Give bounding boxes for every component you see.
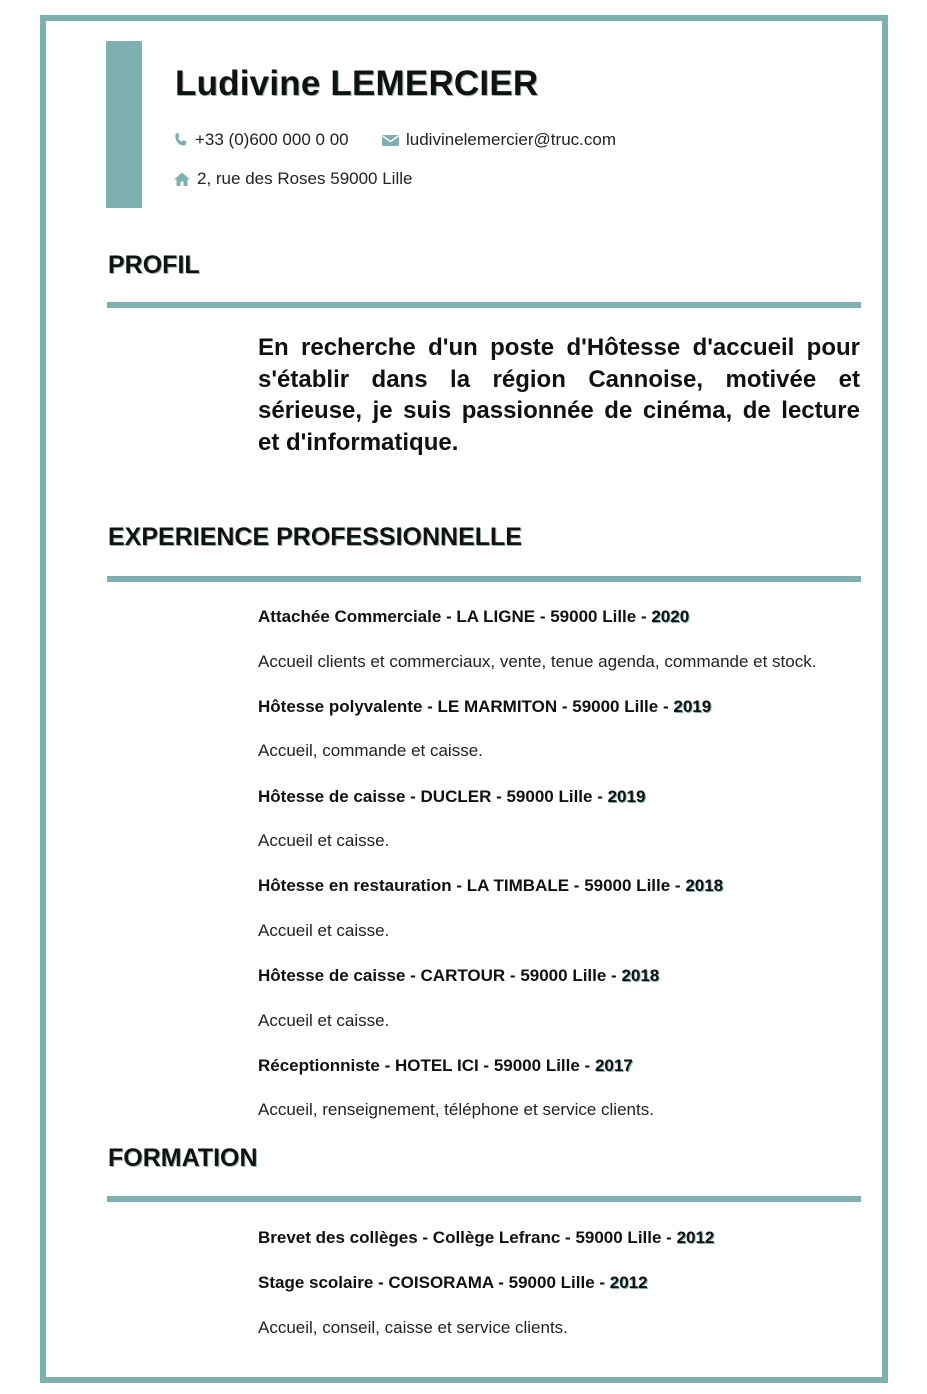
experience-item-year: 2019 xyxy=(607,787,646,806)
education-item-title: Brevet des collèges - Collège Lefranc - 59000 Lille - 2012 xyxy=(258,1228,715,1247)
experience-item-description: Accueil, commande et caisse. xyxy=(258,741,483,760)
email-contact xyxy=(381,130,616,150)
phone-number: +33 (0)600 000 0 00 xyxy=(195,130,349,149)
experience-item-description: Accueil et caisse. xyxy=(258,831,390,850)
experience-divider xyxy=(107,576,861,582)
home-icon xyxy=(173,171,191,187)
address-contact xyxy=(173,169,412,189)
experience-item-title: Hôtesse en restauration - LA TIMBALE - 59000 Lille - 2018 xyxy=(258,876,724,895)
education-item-title: Stage scolaire - COISORAMA - 59000 Lille - 2012 xyxy=(258,1273,648,1292)
experience-item-title: Réceptionniste - HOTEL ICI - 59000 Lille - 2017 xyxy=(258,1056,633,1075)
email-address: ludivinelemercier@truc.com xyxy=(406,130,616,149)
envelope-icon xyxy=(381,132,400,148)
profile-divider xyxy=(107,302,861,308)
postal-address: 2, rue des Roses 59000 Lille xyxy=(197,169,413,188)
education-section-title: FORMATION xyxy=(108,1144,258,1172)
phone-contact xyxy=(173,130,349,150)
experience-item-description: Accueil, renseignement, téléphone et service clients. xyxy=(258,1100,654,1119)
experience-item-description: Accueil et caisse. xyxy=(258,921,390,940)
experience-section-title: EXPERIENCE PROFESSIONNELLE xyxy=(108,523,522,551)
profile-section-title: PROFIL xyxy=(108,251,200,279)
experience-item-year: 2019 xyxy=(673,697,712,716)
experience-item-title: Attachée Commerciale - LA LIGNE - 59000 Lille - 2020 xyxy=(258,607,690,626)
education-item-description: Accueil, conseil, caisse et service clients. xyxy=(258,1318,568,1337)
education-item-year: 2012 xyxy=(609,1273,648,1292)
experience-item-year: 2018 xyxy=(621,966,660,985)
education-divider xyxy=(107,1196,861,1202)
education-item-year: 2012 xyxy=(676,1228,715,1247)
phone-icon xyxy=(173,132,189,148)
experience-item-description: Accueil clients et commerciaux, vente, tenue agenda, commande et stock. xyxy=(258,652,817,671)
experience-item-year: 2017 xyxy=(594,1056,633,1075)
profile-summary: En recherche d'un poste d'Hôtesse d'accueil pour s'établir dans la région Cannoise, motivée et sérieuse, je suis passionnée de cinéma, de lecture et d'informatique. xyxy=(258,334,860,456)
experience-item-title: Hôtesse de caisse - CARTOUR - 59000 Lille - 2018 xyxy=(258,966,660,985)
experience-item-title: Hôtesse polyvalente - LE MARMITON - 59000 Lille - 2019 xyxy=(258,697,712,716)
experience-item-description: Accueil et caisse. xyxy=(258,1011,390,1030)
header-accent-bar xyxy=(106,41,142,208)
candidate-name: Ludivine LEMERCIER xyxy=(175,64,539,103)
experience-item-year: 2018 xyxy=(685,876,724,895)
experience-item-year: 2020 xyxy=(651,607,690,626)
experience-item-title: Hôtesse de caisse - DUCLER - 59000 Lille - 2019 xyxy=(258,787,646,806)
